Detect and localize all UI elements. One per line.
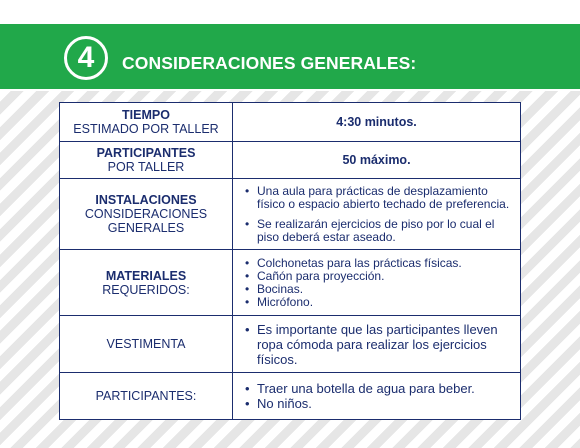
section-title: CONSIDERACIONES GENERALES: — [122, 53, 417, 73]
row-value: 50 máximo. — [233, 142, 521, 179]
row-label — [60, 103, 233, 142]
list-item: • No niños. — [257, 396, 510, 411]
table-row — [60, 179, 521, 250]
header-banner — [0, 0, 580, 91]
list-item: • Una aula para prácticas de desplazamiento físico o espacio abierto techado de preferencia. — [257, 185, 510, 211]
table-row — [60, 103, 521, 142]
list-item: • Micrófono. — [257, 296, 510, 309]
label-title: MATERIALES — [105, 268, 187, 283]
list-item: • Es importante que las participantes lleven ropa cómoda para realizar los ejercicios físicos. — [257, 322, 510, 367]
section-number-badge: 4 — [64, 36, 108, 80]
row-label — [60, 316, 233, 373]
row-label — [60, 373, 233, 420]
row-value — [233, 316, 521, 373]
row-value: 4:30 minutos. — [233, 103, 521, 142]
label-subtitle: POR TALLER — [107, 160, 185, 174]
label-subtitle: ESTIMADO POR TALLER — [73, 122, 219, 136]
list-item: • Traer una botella de agua para beber. — [257, 381, 510, 396]
row-value — [233, 373, 521, 420]
list-item: • Colchonetas para las prácticas físicas. — [257, 257, 510, 270]
row-label — [60, 250, 233, 316]
label-title: PARTICIPANTES — [96, 146, 196, 160]
table-row — [60, 142, 521, 179]
list-item: • Cañón para proyección. — [257, 270, 510, 283]
table-row — [60, 373, 521, 420]
table-row — [60, 250, 521, 316]
list-item: • Bocinas. — [257, 283, 510, 296]
row-label — [60, 179, 233, 250]
table-row — [60, 316, 521, 373]
label-title: TIEMPO — [122, 108, 170, 122]
list-item: • Se realizarán ejercicios de piso por lo cual el piso deberá estar aseado. — [257, 218, 510, 244]
row-value — [233, 250, 521, 316]
label-title: INSTALACIONES — [95, 193, 197, 207]
label-subtitle: REQUERIDOS: — [102, 282, 190, 297]
row-value — [233, 179, 521, 250]
considerations-table — [59, 102, 521, 420]
row-label — [60, 142, 233, 179]
label-subtitle: PARTICIPANTES: — [95, 389, 197, 403]
label-subtitle: VESTIMENTA — [106, 337, 186, 351]
label-subtitle: CONSIDERACIONES GENERALES — [84, 207, 208, 235]
